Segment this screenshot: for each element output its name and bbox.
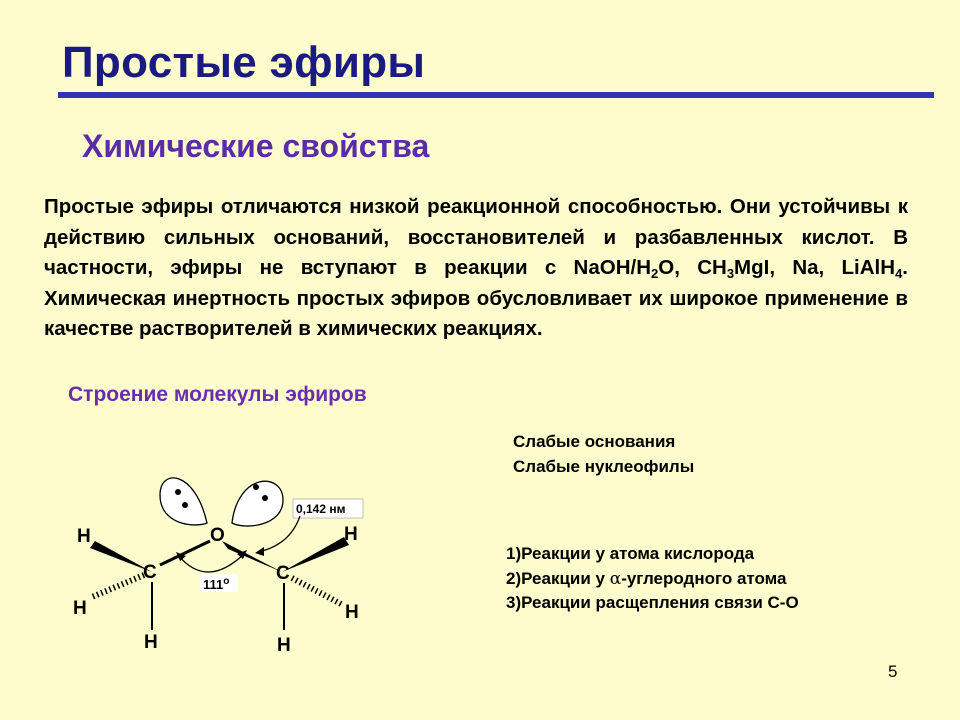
- paragraph-subscript-1: 2: [651, 266, 659, 281]
- weak-nucleophile-label: Слабые нуклеофилы: [513, 456, 695, 476]
- slide-title: Простые эфиры: [62, 38, 426, 87]
- atom-hydrogen-right-top: H: [344, 524, 358, 545]
- atom-hydrogen-left-bottom: H: [144, 632, 158, 653]
- lone-pair-electron: [253, 484, 259, 490]
- reactions-list: [506, 542, 799, 616]
- lone-pair-electron: [262, 495, 268, 501]
- bond-angle-value: 111: [203, 577, 224, 592]
- wedge-bond-right-h: [282, 537, 349, 572]
- lone-pair-electron: [175, 489, 181, 495]
- bond-length-label: 0,142 нм: [296, 502, 346, 516]
- atom-carbon-left: C: [143, 562, 157, 583]
- bond-o-c-left: [160, 541, 210, 565]
- paragraph-subscript-3: 4: [895, 266, 903, 281]
- atom-hydrogen-left-top: H: [77, 526, 91, 547]
- hashed-bond-right-h: [292, 578, 343, 605]
- bond-length-arrowhead: [255, 547, 264, 556]
- paragraph-part-4: . Химическая инертность простых эфиров обусловливает их широкое применение в качестве растворителей в химических реакциях.: [44, 256, 908, 340]
- reaction-item-oxygen: 1)Реакции у атома кислорода: [506, 544, 755, 563]
- structure-title: Строение молекулы эфиров: [68, 383, 367, 406]
- reaction-item-cleavage: 3)Реакции расщепления связи С-О: [506, 593, 799, 612]
- paragraph-part-1: Простые эфиры отличаются низкой реакционной способностью. Они устойчивы к действию сильных оснований, восстановителей и разбавленных кислот. В частности, эфиры не вступают в реакции с NaOH/H: [44, 195, 908, 279]
- lone-pair-electron: [182, 502, 188, 508]
- paragraph-subscript-2: 3: [726, 266, 735, 281]
- reaction-item-alpha-prefix: 2)Реакции у: [506, 568, 610, 588]
- atom-carbon-right: C: [276, 563, 290, 584]
- paragraph-part-2: O, CH: [658, 256, 727, 279]
- weak-base-label: Слабые основания: [513, 432, 676, 451]
- hashed-bond-left-h: [92, 575, 144, 597]
- paragraph-part-3: MgI, Na, LiAlH: [734, 256, 896, 279]
- reaction-item-alpha-carbon: [506, 567, 799, 592]
- alpha-symbol: α: [609, 568, 622, 589]
- bond-angle-degree: o: [223, 576, 230, 587]
- reaction-item-alpha-suffix: -углеродного атома: [621, 568, 787, 588]
- weak-properties: [513, 430, 694, 479]
- page-number: 5: [888, 662, 898, 681]
- atom-hydrogen-left-mid: H: [73, 598, 87, 619]
- lone-pair-orbital-left: [160, 478, 207, 525]
- atom-hydrogen-right-mid: H: [345, 602, 359, 623]
- atom-hydrogen-right-bottom: H: [277, 635, 291, 656]
- atom-oxygen: O: [210, 525, 225, 546]
- section-subtitle: Химические свойства: [82, 128, 430, 164]
- wedge-bond-o-c-right: [222, 541, 282, 572]
- bond-angle-arc: [178, 553, 245, 572]
